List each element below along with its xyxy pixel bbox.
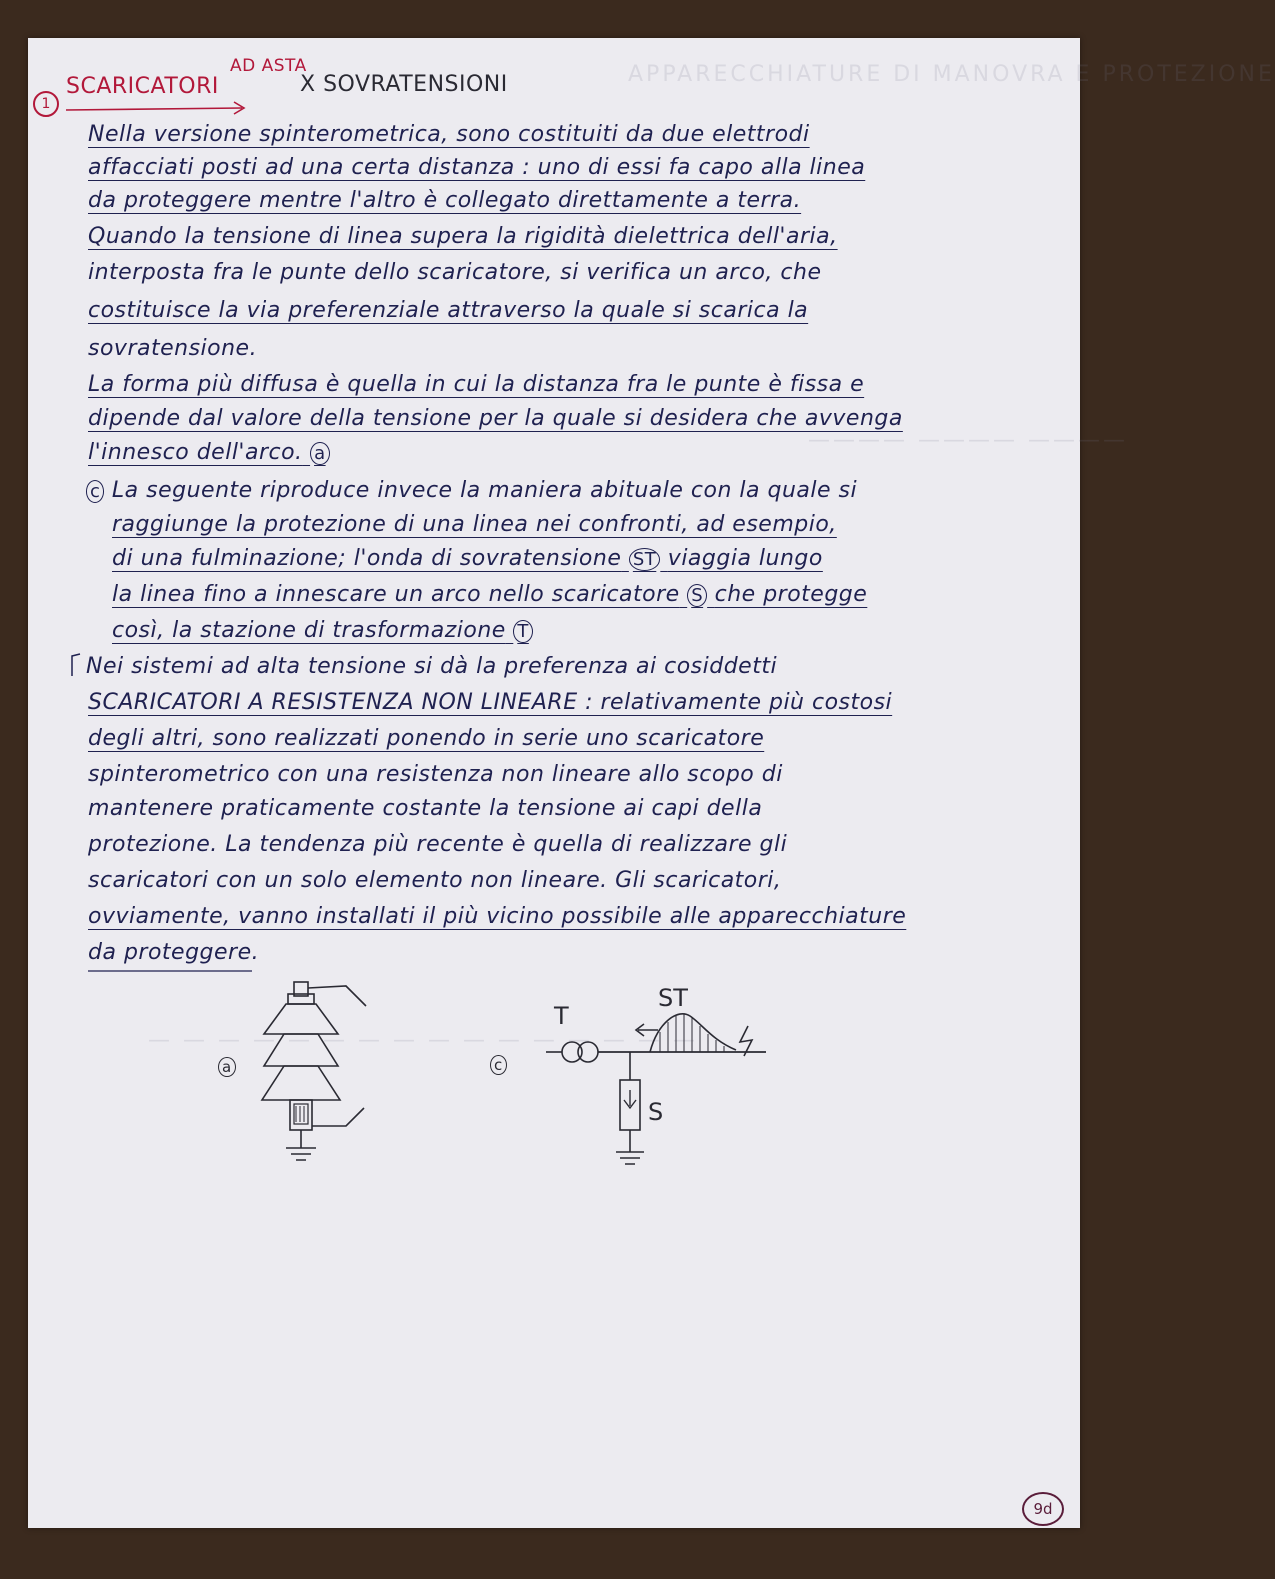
text-line: sovratensione. bbox=[88, 336, 258, 361]
text-line: scaricatori con un solo elemento non lineare. Gli scaricatori, bbox=[88, 868, 782, 893]
tag-t: T bbox=[513, 620, 533, 643]
bleed-through-text: ———— ———— ———— bbox=[808, 428, 1128, 453]
section-title: SCARICATORI bbox=[66, 74, 219, 99]
text-line: costituisce la via preferenziale attraverso la quale si scarica la bbox=[88, 298, 809, 323]
figure-ref-a: a bbox=[310, 442, 330, 465]
text-line: spinterometrico con una resistenza non lineare allo scopo di bbox=[88, 762, 783, 787]
text-line: mantenere praticamente costante la tensione ai capi della bbox=[88, 796, 763, 821]
label-t: T bbox=[554, 1002, 569, 1030]
section-number-badge: 1 bbox=[33, 91, 59, 117]
figure-c-schematic bbox=[540, 980, 780, 1180]
text-line: SCARICATORI A RESISTENZA NON LINEARE : relativamente più costosi bbox=[88, 690, 893, 715]
text-line: ovviamente, vanno installati il più vicino possibile alle apparecchiature bbox=[88, 904, 907, 929]
underline-stroke bbox=[86, 966, 256, 976]
text-line: così, la stazione di trasformazione T bbox=[112, 618, 533, 643]
label-st: ST bbox=[658, 984, 688, 1012]
bleed-through-text: APPARECCHIATURE DI MANOVRA E PROTEZIONE bbox=[628, 62, 1275, 87]
figure-ref-c: c bbox=[86, 480, 104, 503]
text-line: Nei sistemi ad alta tensione si dà la preferenza ai cosiddetti bbox=[86, 654, 778, 679]
tag-s: S bbox=[687, 584, 707, 607]
text-line: La forma più diffusa è quella in cui la distanza fra le punte è fissa e bbox=[88, 372, 865, 397]
label-s: S bbox=[648, 1098, 664, 1126]
text-line: degli altri, sono realizzati ponendo in serie uno scaricatore bbox=[88, 726, 765, 751]
figure-a-insulator-arrester bbox=[216, 976, 386, 1186]
tag-st: ST bbox=[629, 548, 660, 571]
section-subtitle: AD ASTA bbox=[230, 56, 307, 76]
text-line: protezione. La tendenza più recente è quella di realizzare gli bbox=[88, 832, 788, 857]
figure-c-label: c bbox=[490, 1054, 507, 1075]
text-line: da proteggere. bbox=[88, 940, 260, 965]
text-line: Nella versione spinterometrica, sono costituiti da due elettrodi bbox=[88, 122, 810, 147]
text-line: la linea fino a innescare un arco nello scaricatore S che protegge bbox=[112, 582, 868, 607]
text-line: da proteggere mentre l'altro è collegato direttamente a terra. bbox=[88, 188, 802, 213]
text-line: Quando la tensione di linea supera la rigidità dielettrica dell'aria, bbox=[88, 224, 838, 249]
text-line: l'innesco dell'arco. a bbox=[88, 440, 330, 465]
title-arrow bbox=[64, 98, 254, 118]
text-line: c La seguente riproduce invece la maniera abituale con la quale si bbox=[86, 478, 857, 503]
paragraph-bracket bbox=[68, 652, 84, 678]
text-line: raggiunge la protezione di una linea nei confronti, ad esempio, bbox=[112, 512, 837, 537]
bleed-through-text: — — — — — — — — — — — — — — — — bbox=[148, 1028, 698, 1053]
text-line: affacciati posti ad una certa distanza : uno di essi fa capo alla linea bbox=[88, 155, 866, 180]
text-line: di una fulminazione; l'onda di sovratensione ST viaggia lungo bbox=[112, 546, 823, 571]
figure-a-label: a bbox=[218, 1056, 236, 1077]
page-number: 9d bbox=[1022, 1492, 1064, 1526]
section-topic: X SOVRATENSIONI bbox=[300, 72, 508, 97]
text-line: interposta fra le punte dello scaricatore, si verifica un arco, che bbox=[88, 260, 822, 285]
text-line: dipende dal valore della tensione per la quale si desidera che avvenga bbox=[88, 406, 903, 431]
